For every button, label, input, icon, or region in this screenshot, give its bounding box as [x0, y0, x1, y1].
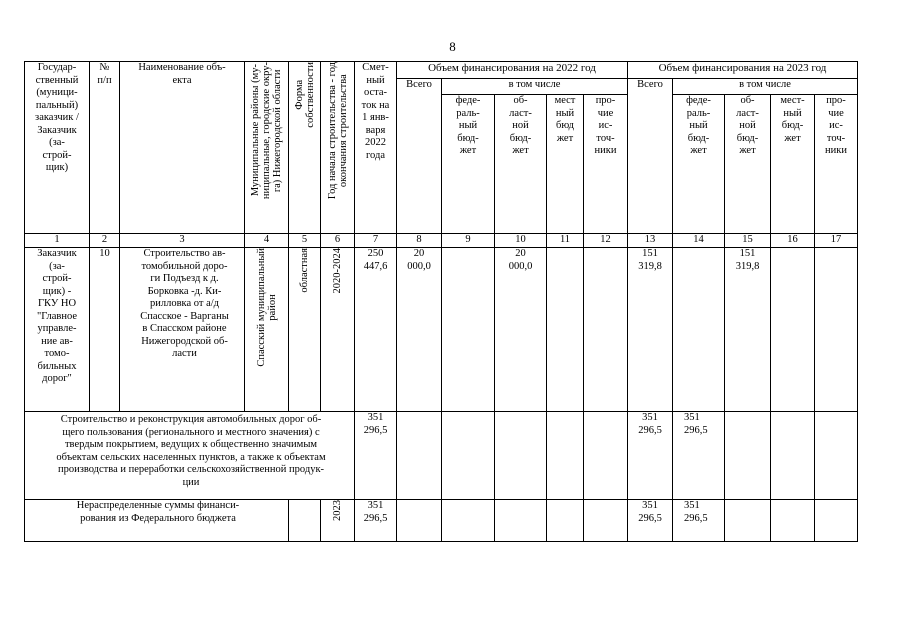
row2-local-2022 — [547, 412, 584, 500]
header-in-total-2022: в том числе — [442, 79, 628, 95]
row1-number: 10 — [90, 248, 120, 412]
row2-federal-2022 — [442, 412, 495, 500]
financing-table — [24, 61, 858, 542]
col-number: 5 — [289, 234, 321, 248]
row2-regional-2022 — [495, 412, 547, 500]
header-financing-2022: Объем финансирования на 2022 год — [397, 62, 628, 79]
page-number: 8 — [449, 39, 456, 54]
row3-federal-2023: 351 296,5 — [673, 500, 725, 542]
row1-other-2023 — [815, 248, 858, 412]
header-ownership: Форма собственности — [289, 62, 321, 234]
row1-district: Спасский муниципальный район — [245, 248, 289, 412]
header-total-2023: Всего — [628, 79, 673, 234]
row3-regional-2022 — [495, 500, 547, 542]
row1-customer: Заказчик (за- строй- щик) - ГКУ НО "Главное управле- ние ав- томо- бильных дорог" — [25, 248, 90, 412]
header-local-2022: мест ный бюд жет — [547, 95, 584, 234]
header-object-name: Наименование объ- екта — [120, 62, 245, 234]
col-number: 11 — [547, 234, 584, 248]
row2-federal-2023: 351 296,5 — [673, 412, 725, 500]
row2-total-2023: 351 296,5 — [628, 412, 673, 500]
row1-local-2023 — [771, 248, 815, 412]
row1-other-2022 — [584, 248, 628, 412]
col-number: 16 — [771, 234, 815, 248]
col-number: 3 — [120, 234, 245, 248]
col-number: 13 — [628, 234, 673, 248]
row1-object-name: Строительство ав- томобильной доро- ги Подъезд к д. Борковка -д. Ки- рилловка от а/д Спасское - Варганы в Спасском районе Нижегородской об- ласти — [120, 248, 245, 412]
row2-other-2023 — [815, 412, 858, 500]
row3-total-2023: 351 296,5 — [628, 500, 673, 542]
header-other-2023: про- чие ис- точ- ники — [815, 95, 858, 234]
row1-remainder: 250 447,6 — [355, 248, 397, 412]
col-number: 6 — [321, 234, 355, 248]
row3-local-2023 — [771, 500, 815, 542]
row3-remainder: 351 296,5 — [355, 500, 397, 542]
row3-federal-2022 — [442, 500, 495, 542]
row3-regional-2023 — [725, 500, 771, 542]
row1-total-2022: 20 000,0 — [397, 248, 442, 412]
row3-other-2023 — [815, 500, 858, 542]
col-number: 9 — [442, 234, 495, 248]
row3-year: 2023 — [321, 500, 355, 542]
row2-regional-2023 — [725, 412, 771, 500]
header-in-total-2023: в том числе — [673, 79, 858, 95]
header-number: № п/п — [90, 62, 120, 234]
row3-total-2022 — [397, 500, 442, 542]
header-remainder: Смет- ный оста- ток на 1 янв- варя 2022 года — [355, 62, 397, 234]
row2-description: Строительство и реконструкция автомобильных дорог об- щего пользования (регионального и местного значения) с твердым покрытием, ведущих к общественно значимым объектам сельских населенных пунктов, а также к объектам производства и переработки сельскохозяйственной продук- ции — [25, 412, 355, 500]
col-number: 8 — [397, 234, 442, 248]
row1-total-2023: 151 319,8 — [628, 248, 673, 412]
header-total-2022: Всего — [397, 79, 442, 234]
row2-local-2023 — [771, 412, 815, 500]
col-number: 2 — [90, 234, 120, 248]
col-number: 14 — [673, 234, 725, 248]
row3-ownership — [289, 500, 321, 542]
row1-ownership: областная — [289, 248, 321, 412]
row1-regional-2022: 20 000,0 — [495, 248, 547, 412]
col-number: 7 — [355, 234, 397, 248]
header-federal-2022: федe- раль- ный бюд- жет — [442, 95, 495, 234]
header-financing-2023: Объем финансирования на 2023 год — [628, 62, 858, 79]
row1-local-2022 — [547, 248, 584, 412]
row3-description: Нераспределенные суммы финанси- рования из Федерального бюджета — [25, 500, 289, 542]
row3-local-2022 — [547, 500, 584, 542]
row1-federal-2022 — [442, 248, 495, 412]
col-number: 10 — [495, 234, 547, 248]
col-number: 15 — [725, 234, 771, 248]
col-number: 1 — [25, 234, 90, 248]
header-district: Муниципальные районы (му- ниципальные, городские окру- га) Нижегородской области — [245, 62, 289, 234]
row2-remainder: 351 296,5 — [355, 412, 397, 500]
row2-total-2022 — [397, 412, 442, 500]
header-other-2022: про- чие ис- точ- ники — [584, 95, 628, 234]
col-number: 12 — [584, 234, 628, 248]
table-row — [25, 248, 858, 412]
header-years: Год начала строительства - год окончания строительства — [321, 62, 355, 234]
header-regional-2022: об- ласт- ной бюд- жет — [495, 95, 547, 234]
header-regional-2023: об- ласт- ной бюд- жет — [725, 95, 771, 234]
table-row — [25, 412, 858, 500]
row1-federal-2023 — [673, 248, 725, 412]
header-customer: Государ- ственный (муници- пальный) заказчик / Заказчик (за- строй- щик) — [25, 62, 90, 234]
row2-other-2022 — [584, 412, 628, 500]
header-local-2023: мест- ный бюд- жет — [771, 95, 815, 234]
row3-other-2022 — [584, 500, 628, 542]
row1-years: 2020-2024 — [321, 248, 355, 412]
row1-regional-2023: 151 319,8 — [725, 248, 771, 412]
header-federal-2023: федe- раль- ный бюд- жет — [673, 95, 725, 234]
col-number: 17 — [815, 234, 858, 248]
col-number: 4 — [245, 234, 289, 248]
table-row — [25, 500, 858, 542]
